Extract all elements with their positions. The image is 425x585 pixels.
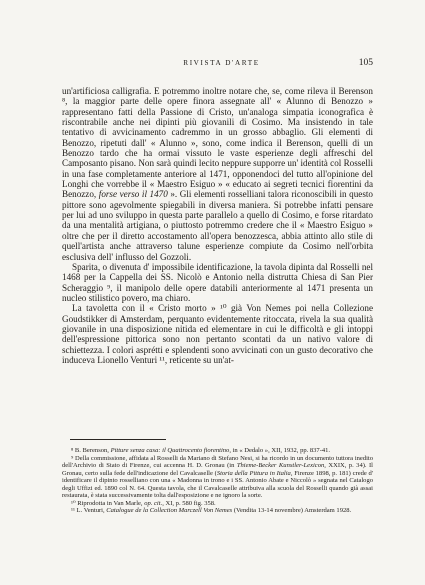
paragraph-1 xyxy=(62,86,373,262)
footnote-9-title-2: Storia della Pittura in Italia, xyxy=(216,469,293,477)
footnote-10-source: XI, p. 580 fig. 358. xyxy=(165,499,216,507)
footnote-8 xyxy=(62,447,373,455)
footnote-11-source: (Vendita 13-14 novembre) Amsterdam 1928. xyxy=(233,507,352,515)
paragraph-1-text: un'artificiosa calligrafia. E potremmo inoltre notare che, se, come rileva il Berenson ⁸, la maggior parte delle opere finora assegnate all' « Alunno di Benozzo » rappresentano fatti della Passione di Cristo, un'analoga simpatia iconografica è riscontrabile anche nei dipinti più giovanili di Cosimo. Ma insistendo in tale tentativo di avvicinamento cadremmo in un grosso abbaglio. Gli elementi di Benozzo, ripetuti dall' « Alunno », sono, come indica il Berenson, quelli di un Benozzo tardo che ha ormai vissuto le vaste esperienze degli affreschi del Camposanto pisano. Non sarà quindi lecito neppure supporre un' identità col Rosselli in una fase completamente anteriore al 1471, opponendoci del tutto all'opinione del Longhi che vorrebbe il « Maestro Esiguo » « educato ai segreti tecnici fiorentini da Benozzo, xyxy=(62,86,373,200)
footnote-9-text: ⁹ Della commissione, affidata al Rosselli da Mariano di Stefano Nesi, si ha ricordo in un documento tuttora inedito dell'Archivio di Stato di Firenze, cui accenna H. D. Gronau (in xyxy=(62,454,373,470)
paragraph-1-end: ». Gli elementi rosselliani talora riconoscibili in questo pittore sono agevolmente spiegabili in diversa maniera. Si potrebbe infatti pensare per lui ad uno sviluppo in questa parte parallelo a quello di Cosimo, e forse ritardato da una mentalità artigiana, o piuttosto potremmo credere che il « Maestro Esiguo » oltre che per il diretto accostamento all'opera benozzesca, abbia attinto allo stile di quell'artista anche attraverso talune esperienze compiute da Cosimo nell'orbita esclusiva dell' influsso del Gozzoli. xyxy=(62,189,373,262)
footnote-11-author: ¹¹ L. Venturi, xyxy=(71,507,105,515)
footnote-10-title: op. cit., xyxy=(144,499,164,507)
footnote-11-title: Catalogue de la Collection Marczell Von Nemes xyxy=(106,507,233,515)
footnote-9 xyxy=(62,455,373,500)
page-number: 105 xyxy=(358,58,373,68)
paragraph-3: La tavoletta con il « Cristo morto » ¹⁰ già Von Nemes poi nella Collezione Goudstikker di Amsterdam, perquanto evidentemente ritoccata, rivela la sua qualità giovanile in una disposizione nitida ed elementare in cui le difficoltà e gli intoppi dell'espressione pittorica sono non pertanto scontati da un nativo valore di schiettezza. I colori asprétti e splendenti sono avvicinati con un gusto decorativo che induceva Lionello Venturi ¹¹, reticente su un'at- xyxy=(62,303,373,365)
footnotes xyxy=(62,447,373,515)
running-title: RIVISTA D'ARTE xyxy=(183,59,260,67)
footnote-9-text-2: XXIX, p. 34). Il Gronau, certo sulla fede dell'indicazione del Cavalcaselle ( xyxy=(62,462,373,477)
footnote-10 xyxy=(62,500,373,508)
footnote-11 xyxy=(62,507,373,515)
paragraph-2: Sparita, o divenuta d' impossibile identificazione, la tavola dipinta dal Rosselli nel 1468 per la Cappella dei SS. Nicolò e Antonio nella distrutta Chiesa di San Pier Scheraggio ⁹, il manipolo delle opere databili anteriormente al 1471 presenta un nucleo stilistico povero, ma chiaro. xyxy=(62,261,373,303)
running-head xyxy=(70,59,373,73)
footnote-8-source: in « Dedalo », XII, 1932, pp. 837-41. xyxy=(232,447,331,454)
footnote-8-title: Pitture senza casa: il Quattrocento fiorentino, xyxy=(110,447,231,454)
footnote-9-text-3: Firenze 1898, p. 181) crede d' identificare il dipinto rosselliano con una « Madonna in trono e i SS. Antonio Abate e Niccolò » segnata nel Catalogo degli Uffizi ed. 1890 col N. 64. Questa tavola, che il Cavalcaselle attribuiva alla scuola del Rosselli quando già assai restaurata, è stata successivamente tolta dall'esposizione e ne ignoro la sorte. xyxy=(62,469,374,500)
paragraph-1-italic: forse verso il 1470 xyxy=(98,189,168,200)
footnote-rule xyxy=(70,439,166,440)
footnote-10-text: ¹⁰ Riprodotta in Van Marle, xyxy=(71,499,143,507)
footnote-9-title: Thieme-Becker Kunstler-Lexicon, xyxy=(236,462,326,470)
body-text xyxy=(62,86,373,365)
footnote-8-author: ⁸ B. Berenson, xyxy=(71,447,109,454)
